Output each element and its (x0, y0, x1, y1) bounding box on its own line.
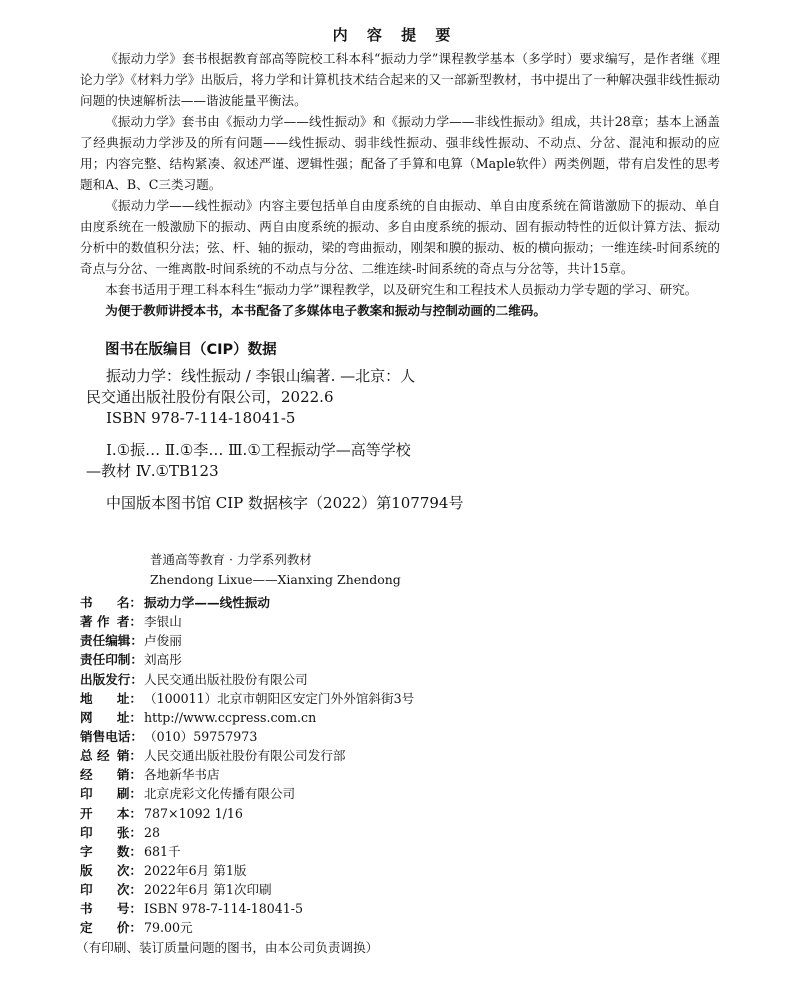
summary-paragraph-4: 本套书适用于理工科本科生“振动力学”课程教学，以及研究生和工程技术人员振动力学专题的学习、研究。 (105, 282, 698, 297)
colophon-colon: ： (130, 633, 143, 649)
colophon-label-end: 次 (116, 882, 130, 898)
colophon-value: 28 (144, 824, 161, 840)
colophon-label-start: 印 (80, 786, 93, 802)
quality-notice: （有印刷、装订质量问题的图书，由本公司负责调换） (76, 939, 379, 955)
colophon-value: 787×1092 1/16 (144, 805, 243, 821)
cip-core-number: 中国版本图书馆 CIP 数据核字（2022）第107794号 (106, 494, 464, 512)
colophon-label-end: 话 (117, 728, 131, 744)
colophon-row (80, 861, 414, 880)
colophon-row (80, 804, 414, 823)
colophon-colon: ： (130, 671, 143, 687)
colophon-label-start: 责任编 (80, 633, 118, 649)
colophon-label (80, 708, 142, 727)
colophon-label-end: 张 (116, 824, 130, 840)
colophon-row (80, 727, 414, 746)
colophon-label-end: 址 (116, 690, 130, 706)
summary-paragraph-2: 《振动力学》套书由《振动力学——线性振动》和《振动力学——非线性振动》组成，共计28章；基本上涵盖了经典振动力学涉及的所有问题——线性振动、弱非线性振动、强非线性振动、不动点、分岔、混沌和振动的应用；内容完整、结构紧凑、叙述严谨、逻辑性强；配备了手算和电算（Maple软件）两类例题，带有启发性的思考题和A、B、C三类习题。 (80, 114, 720, 192)
colophon-row (80, 899, 414, 918)
colophon-label-start: 开 (80, 805, 93, 821)
colophon-label-start: 版 (80, 862, 93, 878)
cip-record-line-2: 民交通出版社股份有限公司，2022.6 (86, 388, 334, 406)
colophon-label-start: 地 (80, 690, 93, 706)
colophon-label (80, 650, 142, 669)
colophon-colon: ： (129, 748, 142, 764)
colophon-colon: ： (129, 805, 142, 821)
colophon-label-start: 著 作 (80, 614, 110, 630)
colophon-row (80, 631, 414, 650)
colophon-row (80, 784, 414, 803)
cip-classification-line-2: —教材 Ⅳ.①TB123 (86, 462, 219, 480)
colophon-label-end: 销 (116, 767, 130, 783)
colophon-value: 振动力学——线性振动 (144, 595, 270, 610)
colophon-row (80, 880, 414, 899)
colophon-colon: ： (129, 824, 142, 840)
colophon-label (80, 631, 142, 650)
colophon-label (80, 804, 142, 823)
colophon-label-start: 印 (80, 882, 93, 898)
colophon-label (80, 861, 142, 880)
colophon-label-end: 名 (116, 595, 130, 610)
colophon-label-start: 责任印 (80, 652, 118, 668)
summary-body (80, 48, 720, 321)
colophon-label (80, 823, 142, 842)
colophon-colon: ： (129, 843, 142, 859)
colophon-value: （100011）北京市朝阳区安定门外外馆斜街3号 (144, 690, 415, 706)
colophon-value: ISBN 978-7-114-18041-5 (144, 901, 304, 917)
colophon-colon: ： (130, 652, 143, 668)
cip-classification-line-1: Ⅰ.①振… Ⅱ.①李… Ⅲ.①工程振动学—高等学校 (106, 441, 411, 459)
colophon-label-end: 行 (117, 671, 131, 687)
colophon-label-end: 本 (116, 805, 130, 821)
colophon-label-end: 号 (116, 901, 130, 917)
colophon-colon: ： (129, 862, 142, 878)
colophon-label-end: 次 (116, 862, 130, 878)
colophon-label-end: 价 (116, 920, 130, 936)
colophon-value: （010）59757973 (144, 728, 258, 744)
series-name: 普通高等教育 · 力学系列教材 (150, 552, 312, 567)
colophon-row (80, 708, 414, 727)
colophon-label-end: 刷 (116, 786, 130, 802)
colophon-label-end: 辑 (117, 633, 131, 649)
colophon-label-end: 数 (116, 843, 130, 859)
summary-paragraph-3: 《振动力学——线性振动》内容主要包括单自由度系统的自由振动、单自由度系统在简谐激励下的振动、单自由度系统在一般激励下的振动、两自由度系统的振动、多自由度系统的振动、固有振动特性的近似计算方法、振动分析中的数值积分法；弦、杆、轴的振动，梁的弯曲振动，刚架和膜的振动、板的横向振动；一维连续-时间系统的奇点与分岔、一维离散-时间系统的不动点与分岔、二维连续-时间系统的奇点与分岔等，共计15章。 (80, 198, 720, 276)
colophon-label-start: 书 (80, 595, 93, 610)
colophon-colon: ： (129, 709, 142, 725)
colophon-row (80, 765, 414, 784)
colophon-value: 人民交通出版社股份有限公司发行部 (144, 748, 346, 764)
colophon-row (80, 670, 414, 689)
colophon-colon: ： (129, 595, 142, 610)
colophon-row (80, 689, 414, 708)
colophon-label-start: 出版发 (80, 671, 118, 687)
colophon-row (80, 612, 414, 631)
colophon-label (80, 784, 142, 803)
colophon-label (80, 727, 142, 746)
colophon-label (80, 918, 142, 937)
colophon-row (80, 593, 414, 612)
series-block (150, 548, 401, 588)
colophon-colon: ： (129, 882, 142, 898)
colophon-colon: ： (129, 690, 142, 706)
colophon-value: 79.00元 (144, 920, 193, 936)
colophon-label (80, 899, 142, 918)
colophon-label (80, 746, 142, 765)
colophon-colon: ： (130, 728, 143, 744)
colophon-value: 李银山 (144, 614, 182, 630)
colophon-colon: ： (129, 614, 142, 630)
colophon-colon: ： (129, 901, 142, 917)
colophon-label-start: 总 经 (80, 748, 110, 764)
summary-title: 内 容 提 要 (332, 26, 458, 44)
cip-record (86, 366, 464, 514)
colophon-row (80, 918, 414, 937)
colophon-label-start: 网 (80, 709, 93, 725)
colophon-value: 各地新华书店 (144, 767, 220, 783)
cip-isbn: ISBN 978-7-114-18041-5 (106, 409, 296, 427)
colophon-label-start: 经 (80, 767, 93, 783)
colophon-row (80, 842, 414, 861)
colophon-label (80, 670, 142, 689)
colophon-value: 2022年6月 第1版 (144, 862, 247, 878)
teaching-resources-note: 为便于教师讲授本书，本书配备了多媒体电子教案和振动与控制动画的二维码。 (105, 303, 546, 318)
colophon-row (80, 650, 414, 669)
colophon-value: 人民交通出版社股份有限公司 (144, 671, 308, 687)
colophon-label-end: 者 (116, 614, 130, 630)
colophon-label-start: 印 (80, 824, 93, 840)
colophon-colon: ： (129, 920, 142, 936)
title-pinyin: Zhendong Lixue——Xianxing Zhendong (150, 572, 401, 587)
colophon-label (80, 765, 142, 784)
colophon-label-end: 址 (116, 709, 130, 725)
summary-paragraph-1: 《振动力学》套书根据教育部高等院校工科本科“振动力学”课程教学基本（多学时）要求编写，是作者继《理论力学》《材料力学》出版后，将力学和计算机技术结合起来的又一部新型教材，书中提出了一种解决强非线性振动问题的快速解析法——谐波能量平衡法。 (80, 51, 720, 108)
colophon-value: 刘高彤 (144, 652, 182, 668)
cip-record-line-1: 振动力学：线性振动 / 李银山编著. —北京：人 (106, 367, 416, 385)
colophon-label (80, 612, 142, 631)
colophon-row (80, 746, 414, 765)
colophon-label (80, 880, 142, 899)
colophon-label (80, 842, 142, 861)
colophon-label-start: 销售电 (80, 728, 118, 744)
colophon-value: 681千 (144, 843, 181, 859)
colophon-label-start: 字 (80, 843, 93, 859)
colophon-row (80, 823, 414, 842)
colophon-value: 2022年6月 第1次印刷 (144, 882, 272, 898)
colophon-label-end: 销 (116, 748, 130, 764)
colophon-label-start: 定 (80, 920, 93, 936)
colophon-label (80, 593, 142, 612)
colophon (76, 593, 415, 957)
colophon-label-end: 制 (117, 652, 131, 668)
colophon-value: 卢俊丽 (144, 633, 182, 649)
colophon-colon: ： (129, 786, 142, 802)
colophon-value: 北京虎彩文化传播有限公司 (144, 786, 296, 802)
cip-heading: 图书在版编目（CIP）数据 (105, 342, 277, 358)
colophon-value: http://www.ccpress.com.cn (144, 709, 317, 725)
colophon-label-start: 书 (80, 901, 93, 917)
colophon-label (80, 689, 142, 708)
colophon-colon: ： (129, 767, 142, 783)
